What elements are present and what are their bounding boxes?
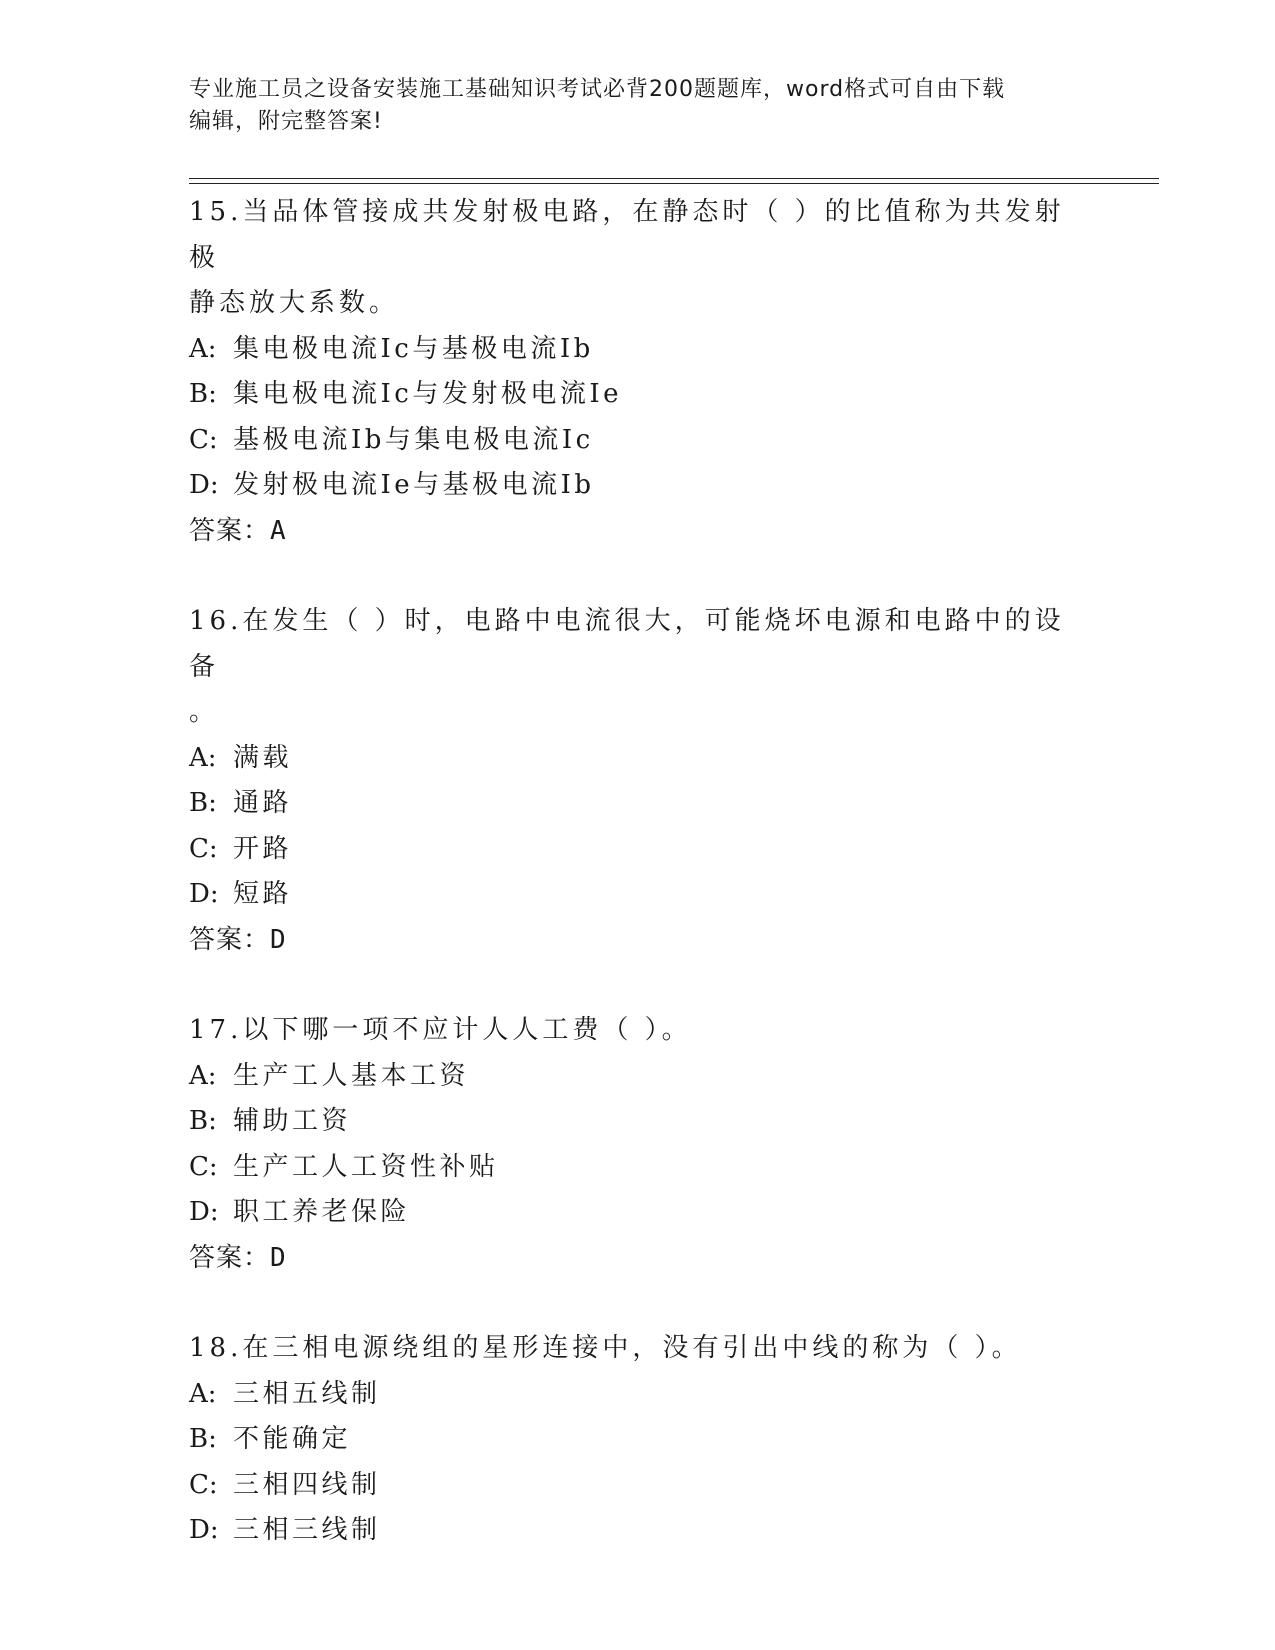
question-stem-line: 静态放大系数。: [189, 288, 400, 318]
question-stem: [189, 599, 1089, 736]
option-a: [189, 736, 1089, 782]
question-15: [189, 190, 1089, 554]
option-letter: D:: [189, 1197, 219, 1227]
question-stem: [189, 190, 1089, 327]
option-letter: C:: [189, 424, 218, 455]
option-letter: C:: [189, 1469, 218, 1500]
question-list: [189, 190, 1089, 1554]
answer-label: 答案：: [189, 1242, 271, 1273]
option-text: 职工养老保险: [233, 1197, 411, 1227]
answer-value: A: [270, 515, 287, 546]
option-text: 生产工人工资性补贴: [233, 1151, 499, 1182]
option-letter: B:: [189, 1106, 217, 1136]
header-divider-bottom: [189, 183, 1159, 184]
option-d: [189, 1508, 1089, 1554]
option-text: 短路: [233, 879, 293, 909]
option-letter: A:: [189, 333, 217, 364]
header-title-line-1: 专业施工员之设备安装施工基础知识考试必背200题题库，word格式可自由下载: [189, 77, 1006, 102]
question-stem-line: 18.在三相电源绕组的星形连接中，没有引出中线的称为（ ）。: [189, 1333, 1022, 1363]
option-text: 满载: [233, 742, 293, 773]
question-stem: [189, 1008, 1089, 1054]
option-d: [189, 463, 1089, 509]
question-16: [189, 599, 1089, 963]
option-text: 不能确定: [233, 1424, 352, 1454]
option-text: 辅助工资: [233, 1106, 352, 1136]
option-letter: A:: [189, 1060, 217, 1091]
option-a: [189, 327, 1089, 373]
question-stem: [189, 1326, 1089, 1372]
spacer: [189, 554, 1089, 599]
question-stem-line: 15.当品体管接成共发射极电路，在静态时（ ）的比值称为共发射极: [189, 197, 1065, 273]
option-letter: D:: [189, 1515, 219, 1545]
option-letter: B:: [189, 788, 217, 818]
option-letter: B:: [189, 1424, 217, 1454]
option-letter: D:: [189, 879, 219, 909]
answer-value: D: [270, 924, 287, 955]
option-text: 基极电流Ib与集电极电流Ic: [233, 424, 594, 455]
option-text: 三相三线制: [233, 1515, 381, 1545]
option-b: [189, 372, 1089, 418]
header-title-line-2: 编辑，附完整答案!: [189, 109, 383, 134]
spacer: [189, 1281, 1089, 1326]
answer-line: [189, 918, 1089, 964]
option-text: 集电极电流Ic与发射极电流Ie: [233, 379, 622, 409]
option-b: [189, 1099, 1089, 1145]
option-c: [189, 1145, 1089, 1191]
option-c: [189, 418, 1089, 464]
question-18: [189, 1326, 1089, 1554]
answer-label: 答案：: [189, 924, 271, 955]
answer-label: 答案：: [189, 515, 271, 546]
option-d: [189, 872, 1089, 918]
option-b: [189, 781, 1089, 827]
document-header: [189, 74, 1089, 138]
answer-line: [189, 1236, 1089, 1282]
option-letter: C:: [189, 833, 218, 864]
option-text: 三相四线制: [233, 1469, 381, 1500]
option-letter: A:: [189, 742, 217, 773]
question-17: [189, 1008, 1089, 1281]
option-letter: B:: [189, 379, 217, 409]
header-divider-top: [189, 178, 1159, 179]
option-c: [189, 827, 1089, 873]
answer-line: [189, 509, 1089, 555]
option-a: [189, 1372, 1089, 1418]
question-stem-line: 17.以下哪一项不应计人人工费（ ）。: [189, 1015, 692, 1045]
option-text: 开路: [233, 833, 293, 864]
option-b: [189, 1417, 1089, 1463]
option-d: [189, 1190, 1089, 1236]
option-text: 通路: [233, 788, 293, 818]
option-text: 集电极电流Ic与基极电流Ib: [233, 333, 594, 364]
spacer: [189, 963, 1089, 1008]
option-text: 三相五线制: [233, 1378, 381, 1409]
option-letter: C:: [189, 1151, 218, 1182]
option-a: [189, 1054, 1089, 1100]
answer-value: D: [270, 1242, 287, 1273]
option-text: 生产工人基本工资: [233, 1060, 470, 1091]
question-stem-line: 16.在发生（ ）时，电路中电流很大，可能烧坏电源和电路中的设备: [189, 606, 1065, 682]
option-text: 发射极电流Ie与基极电流Ib: [233, 470, 595, 500]
option-letter: D:: [189, 470, 219, 500]
option-letter: A:: [189, 1378, 217, 1409]
option-c: [189, 1463, 1089, 1509]
question-stem-line: 。: [189, 697, 220, 727]
